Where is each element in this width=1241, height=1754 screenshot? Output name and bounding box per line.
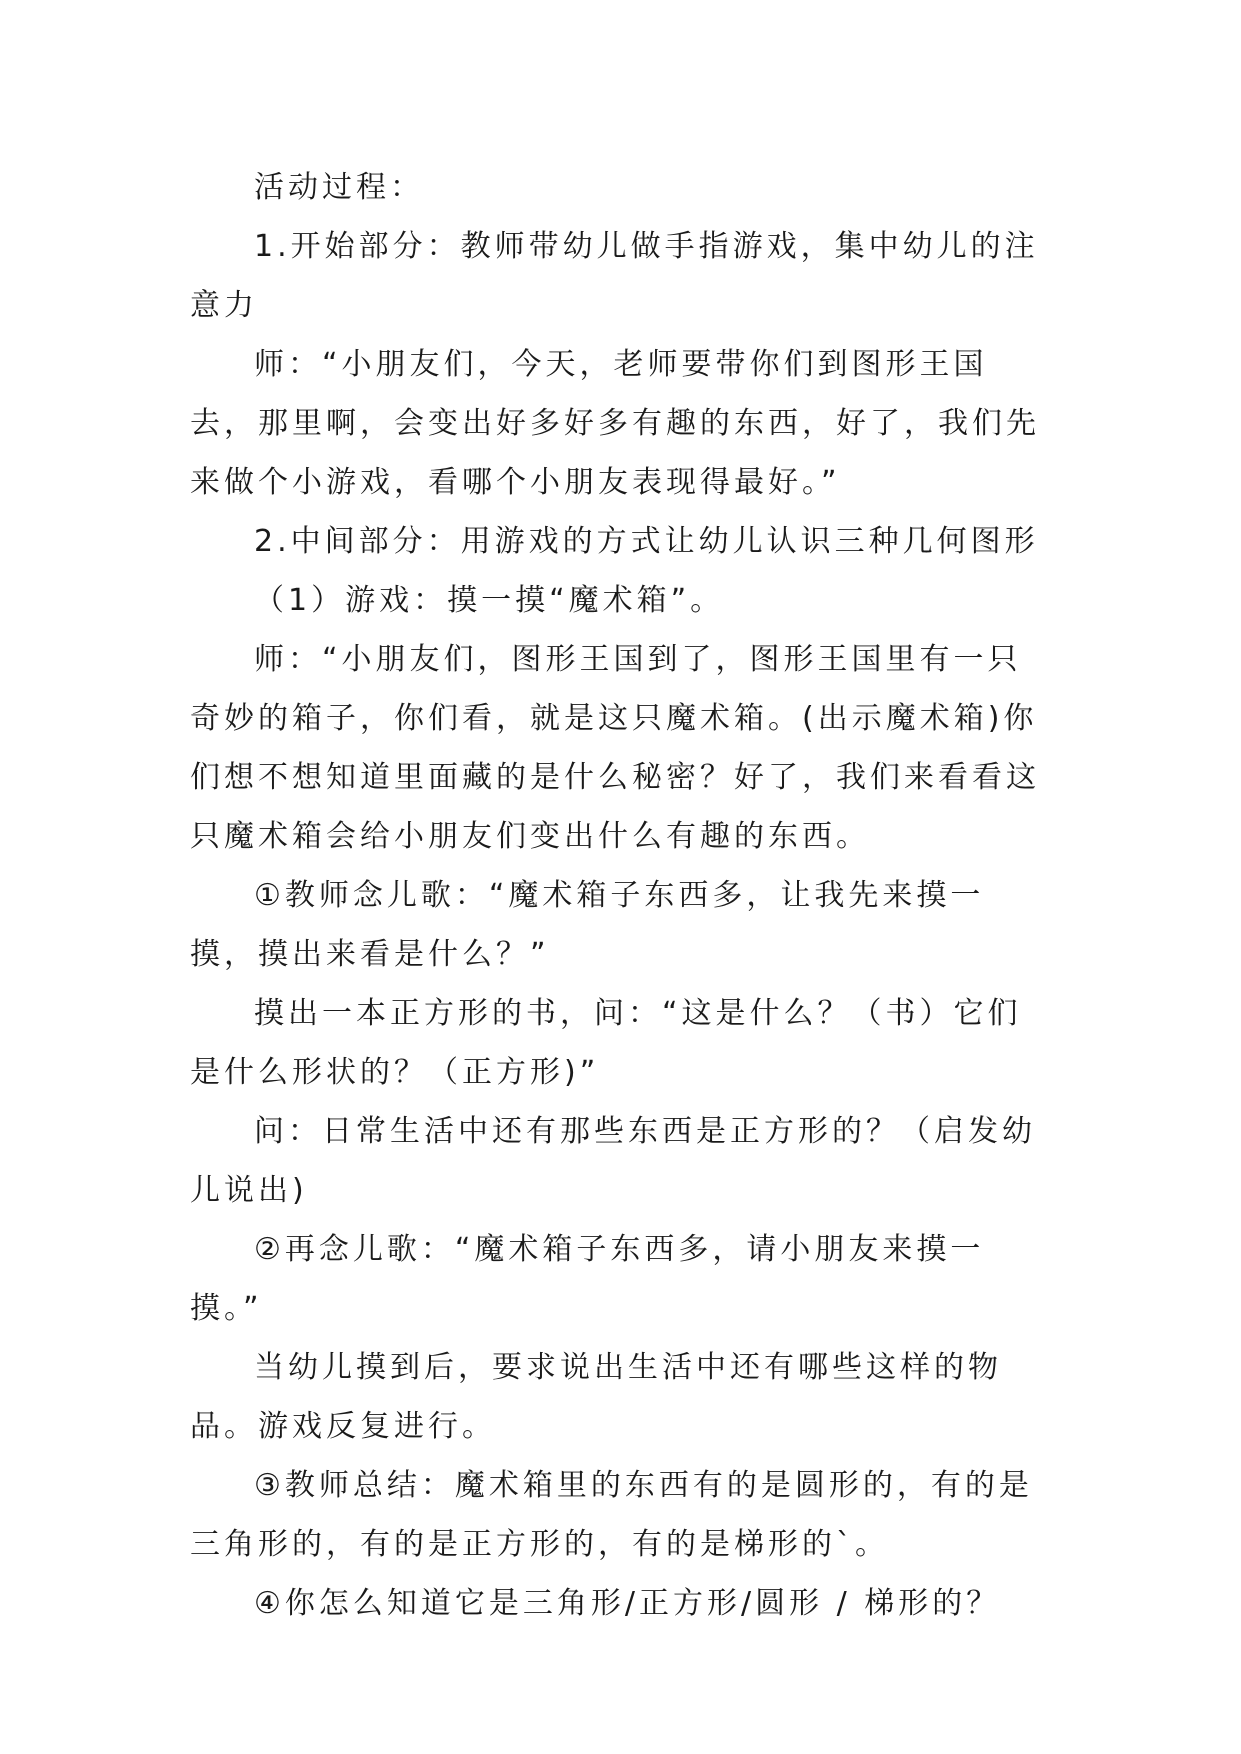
paragraph-middle-part: 2.中间部分：用游戏的方式让幼儿认识三种几何图形: [254, 524, 1039, 559]
paragraph-step-3-summary: ③教师总结：魔术箱里的东西有的是圆形的，有的是三角形的，有的是正方形的，有的是梯形的`。: [190, 1468, 1033, 1562]
paragraph-repeat-game: 当幼儿摸到后，要求说出生活中还有哪些这样的物品。游戏反复进行。: [190, 1350, 1002, 1444]
paragraph-game-magic-box: （1）游戏：摸一摸“魔术箱”。: [254, 583, 725, 618]
paragraph-square-book: 摸出一本正方形的书，问：“这是什么？（书）它们是什么形状的？（正方形)”: [190, 996, 1022, 1090]
paragraph-teacher-magic-box: 师：“小朋友们，图形王国到了，图形王国里有一只奇妙的箱子，你们看，就是这只魔术箱。(出示魔术箱)你们想不想知道里面藏的是什么秘密？好了，我们来看看这只魔术箱会给小朋友们变出什么有趣的东西。: [190, 642, 1040, 854]
paragraph-step-2-rhyme: ②再念儿歌：“魔术箱子东西多，请小朋友来摸一摸。”: [190, 1232, 985, 1326]
paragraph-step-1-rhyme: ①教师念儿歌：“魔术箱子东西多，让我先来摸一摸，摸出来看是什么？”: [190, 878, 985, 972]
paragraph-teacher-intro: 师：“小朋友们，今天，老师要带你们到图形王国去，那里啊，会变出好多好多有趣的东西，好了，我们先来做个小游戏，看哪个小朋友表现得最好。”: [190, 347, 1040, 500]
paragraph-step-4-question: ④你怎么知道它是三角形/正方形/圆形 / 梯形的？: [254, 1586, 1001, 1621]
document-body: [190, 158, 1050, 1633]
paragraph-opening-part: 1.开始部分：教师带幼儿做手指游戏，集中幼儿的注意力: [190, 229, 1039, 323]
paragraph-daily-life-question: 问：日常生活中还有那些东西是正方形的？（启发幼儿说出): [190, 1114, 1036, 1208]
paragraph-activity-process: 活动过程：: [254, 170, 424, 205]
